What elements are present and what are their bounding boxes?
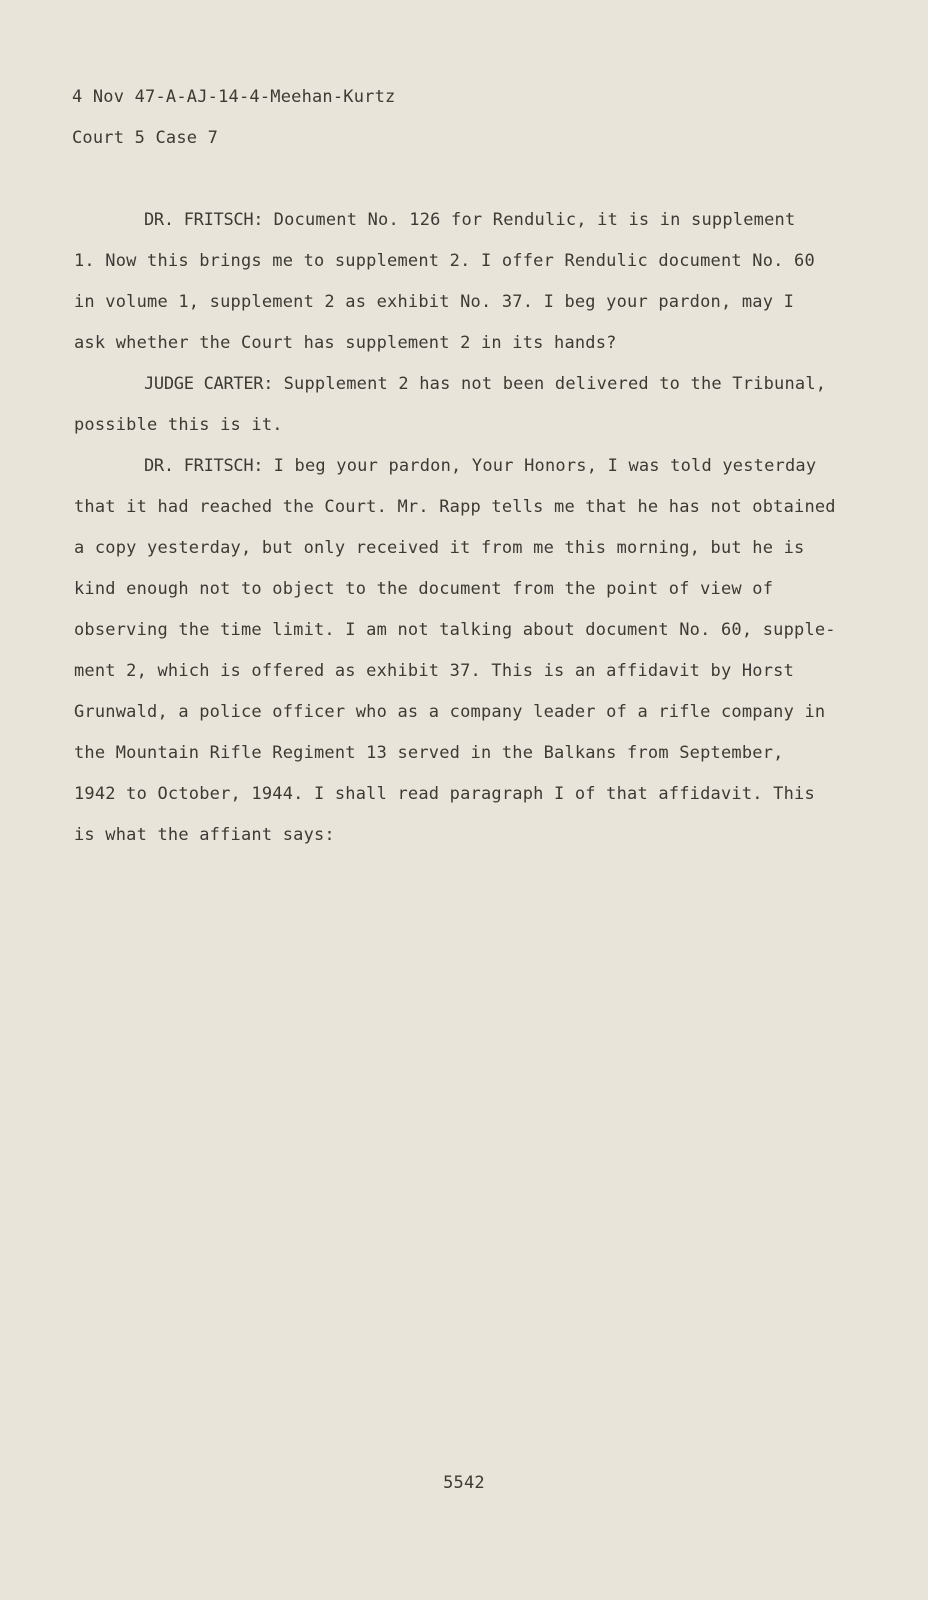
paragraph-line: Grunwald, a police officer who as a company leader of a rifle company in [74,702,826,722]
paragraph-line: 1. Now this brings me to supplement 2. I offer Rendulic document No. 60 [74,251,815,271]
paragraph-line: 1942 to October, 1944. I shall read paragraph I of that affidavit. This [74,784,815,804]
speaker-label: DR. FRITSCH: [144,210,264,230]
paragraph-line: is what the affiant says: [74,825,335,845]
page-number: 5542 [443,1473,485,1493]
paragraph-line: that it had reached the Court. Mr. Rapp tells me that he has not obtained [74,497,836,517]
header-court-case: Court 5 Case 7 [72,128,219,148]
paragraph-line: ment 2, which is offered as exhibit 37. This is an affidavit by Horst [74,661,795,681]
transcript-body [74,200,854,856]
paragraph-text: I beg your pardon, Your Honors, I was told yesterday [273,456,817,476]
paragraph-line: kind enough not to object to the document from the point of view of [74,579,774,599]
paragraph-line [74,200,854,241]
paragraph-line: a copy yesterday, but only received it from me this morning, but he is [74,538,805,558]
paragraph-line [74,364,854,405]
speaker-label: JUDGE CARTER: [144,374,274,394]
speaker-label: DR. FRITSCH: [144,456,264,476]
header-reference: 4 Nov 47-A-AJ-14-4-Meehan-Kurtz [72,87,396,107]
paragraph-text: Document No. 126 for Rendulic, it is in supplement [273,210,796,230]
paragraph-line: observing the time limit. I am not talking about document No. 60, supple- [74,620,836,640]
paragraph-line [74,446,854,487]
paragraph-line: ask whether the Court has supplement 2 in its hands? [74,333,617,353]
paragraph-line: possible this is it. [74,415,283,435]
paragraph-line: in volume 1, supplement 2 as exhibit No. 37. I beg your pardon, may I [74,292,795,312]
paragraph-line: the Mountain Rifle Regiment 13 served in the Balkans from September, [74,743,784,763]
paragraph-text: Supplement 2 has not been delivered to the Tribunal, [283,374,827,394]
